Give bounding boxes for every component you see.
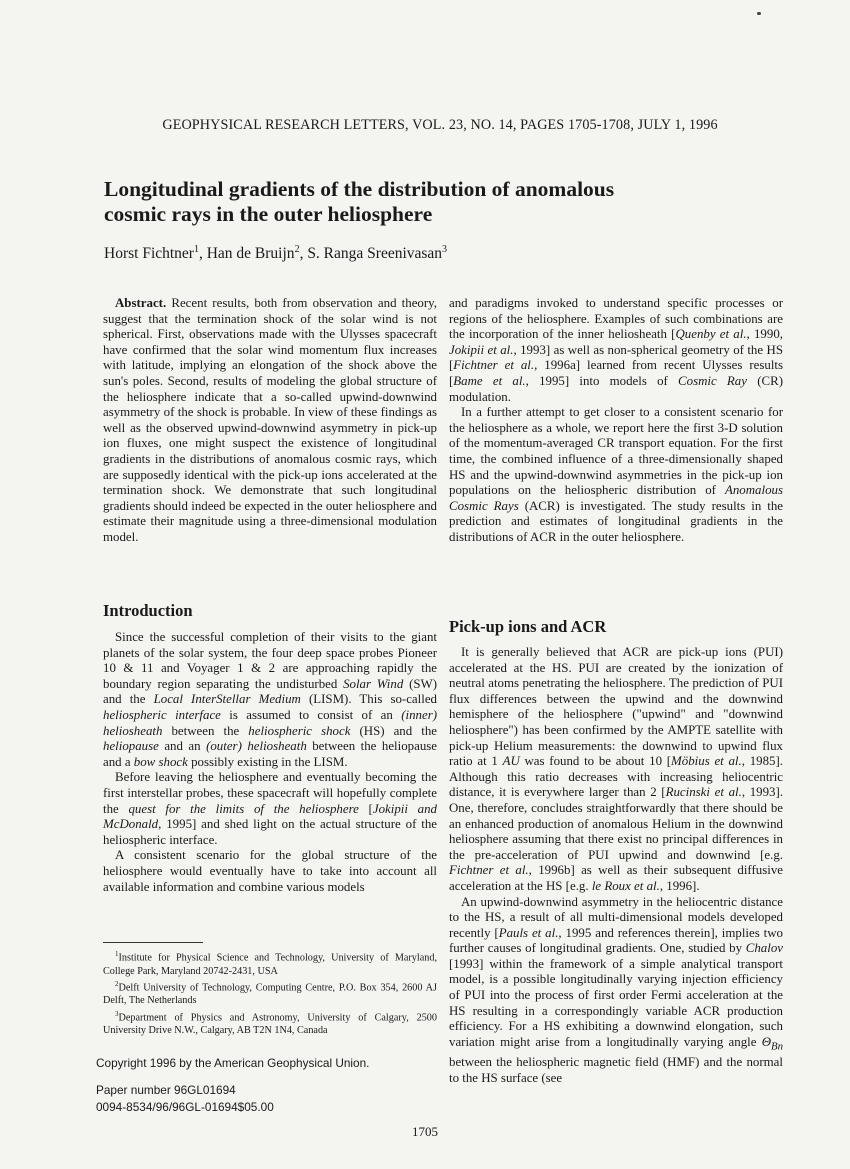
author-name: Han de Bruijn (206, 245, 295, 263)
intro-paragraph-2: Before leaving the heliosphere and eventually becoming the first interstellar probes, these spacecraft will hopefully complete the quest for the limits of the heliosphere [Jokipii and McDonald, 1995] and shed light on the actual structure of the heliospheric interface. (103, 770, 437, 847)
footnotes (103, 948, 437, 1037)
paper-number: Paper number 96GL01694 (96, 1083, 236, 1097)
italic-run: (outer) heliosheath (206, 739, 307, 754)
intro-paragraph-1: Since the successful completion of their visits to the giant planets of the solar system, the four deep space probes Pioneer 10 & 11 and Voyager 1 & 2 are approaching rapidly the boundary region separating the undisturbed Solar Wind (SW) and the Local InterStellar Medium (LISM). This so-called heliospheric interface is assumed to consist of an (inner) heliosheath between the heliospheric shock (HS) and the heliopause and an (outer) heliosheath between the heliopause and a bow shock possibly existing in the LISM. (103, 630, 437, 769)
italic-run: heliospheric interface (103, 707, 221, 722)
italic-run: Pauls et al. (498, 925, 559, 940)
italic-run: Jokipii and McDonald (103, 801, 437, 832)
footnote-marker: 3 (115, 1009, 119, 1018)
footnote-rule (103, 942, 203, 943)
paper-title: Longitudinal gradients of the distribution of anomalous cosmic rays in the outer heliosphere (104, 177, 615, 226)
italic-run: Bame et al. (453, 373, 526, 388)
author-name: S. Ranga Sreenivasan (307, 245, 443, 263)
affiliation-marker: 2 (294, 244, 300, 255)
running-head: GEOPHYSICAL RESEARCH LETTERS, VOL. 23, NO. 14, PAGES 1705-1708, JULY 1, 1996 (162, 117, 718, 133)
right-paragraph-4: An upwind-downwind asymmetry in the heliocentric distance to the HS, a result of all multi-dimensional models developed recently [Pauls et al., 1995 and references therein], implies two further causes of longitudinal gradients. One, studied by Chalov [1993] within the framework of a simple analytical transport model, is a possible longitudinally varying injection efficiency of PUI into the process of first order Fermi acceleration at the HS resulting in a correspondingly variable ACR production efficiency. For a HS exhibiting a downwind elongation, such variation might arise from a longitudinally varying angle $\Theta_{Bn}$ between the heliospheric magnetic field (HMF) and the normal to the HS surface (see (449, 894, 783, 1085)
italic-run: Θ (761, 1034, 772, 1049)
author-name: Horst Fichtner (104, 245, 194, 263)
affiliation-marker: 1 (193, 244, 199, 255)
affiliation-marker: 3 (442, 244, 448, 255)
italic-run: quest for the limits of the heliosphere (128, 801, 359, 816)
issn-code: 0094-8534/96/96GL-01694$05.00 (96, 1100, 274, 1114)
italic-run: Chalov (745, 941, 783, 956)
right-paragraph-2: In a further attempt to get closer to a consistent scenario for the heliosphere as a whole, we report here the first 3-D solution of the momentum-averaged CR transport equation. For the first time, the combined influence of a three-dimensionally shaped HS and the upwind-downwind asymmetries in the pick-up ion populations on the heliospheric distribution of Anomalous Cosmic Rays (ACR) is investigated. The study results in the prediction and estimates of longitudinal gradients in the distributions of ACR in the outer heliosphere. (449, 405, 783, 544)
italic-run: Local InterStellar Medium (153, 692, 301, 707)
italic-run: Anomalous Cosmic Rays (449, 483, 783, 513)
right-paragraph-1: and paradigms invoked to understand specific processes or regions of the heliosphere. Examples of such combinations are the incorporation of the inner heliosheath [Quenby et al., 1990, Jokipii et al., 1993] as well as non-spherical geometry of the HS [Fichtner et al., 1996a] learned from recent Ulysses results [Bame et al., 1995] into models of Cosmic Ray (CR) modulation. (449, 296, 784, 404)
intro-paragraph-3: A consistent scenario for the global structure of the heliosphere would eventually have to take into account all available information and combine various models (103, 848, 437, 894)
footnote-marker: 1 (115, 950, 119, 958)
abstract (103, 296, 437, 546)
footnote-text: Delft University of Technology, Computing Centre, P.O. Box 354, 2600 AJ Delft, The Netherlands (103, 982, 437, 1007)
paper-identifiers (96, 1082, 274, 1116)
italic-run: heliospheric shock (248, 723, 351, 738)
introduction-body (103, 630, 437, 895)
italic-run: bow shock (133, 754, 188, 769)
italic-run: Solar Wind (343, 676, 404, 691)
author-list: Horst Fichtner$^1$, Han de Bruijn$^2$, S. Ranga Sreenivasan$^3$ (104, 244, 448, 263)
footnote-text: Institute for Physical Science and Technology, University of Maryland, College Park, Maryland 20742-2431, USA (103, 952, 437, 977)
subscript-run: Bn (771, 1040, 783, 1053)
footnote-marker: 2 (115, 979, 119, 988)
introduction-heading: Introduction (103, 601, 193, 620)
page-number: 1705 (412, 1124, 438, 1139)
italic-run: Möbius et al. (671, 754, 742, 769)
right-column-upper (449, 296, 783, 546)
italic-run: Fichtner et al. (449, 863, 529, 878)
italic-run: le Roux et al. (591, 878, 660, 893)
abstract-label: Abstract. (115, 296, 167, 310)
footnote (103, 978, 437, 1008)
italic-run: Cosmic Ray (678, 373, 747, 388)
pickup-ions-heading: Pick-up ions and ACR (449, 617, 607, 636)
footnote (103, 948, 437, 978)
italic-run: Jokipii et al. (449, 342, 514, 357)
italic-run: Rucinski et al. (665, 785, 742, 800)
italic-run: Fichtner et al. (453, 358, 535, 373)
right-column-lower (449, 645, 783, 1086)
right-paragraph-3: It is generally believed that ACR are pick-up ions (PUI) accelerated at the HS. PUI are created by the ionization of neutral atoms penetrating the heliosphere. The prediction of PUI flux differences between the upwind and the downwind hemisphere of the heliosphere ("upwind" and "downwind heliosphere") has been confirmed by the AMPTE satellite with pick-up Helium measurements: the downwind to upwind flux ratio at 1 AU was found to be about 10 [Möbius et al., 1985]. Although this ratio decreases with increasing heliocentric distance, it is everywhere larger than 2 [Rucinski et al., 1993]. One, therefore, concludes straightforwardly that there should be an enhanced production of anomalous Helium in the downwind heliosphere assuming that there exist no principal differences in the pre-acceleration of PUI upwind and downwind [e.g. Fichtner et al., 1996b] as well as their subsequent diffusive acceleration at the HS [e.g. le Roux et al., 1996]. (449, 645, 784, 893)
italic-run: AU (502, 754, 520, 769)
footnote-text: Department of Physics and Astronomy, University of Calgary, 2500 University Drive N.W., Calgary, AB T2N 1N4, Canada (103, 1011, 437, 1037)
copyright-notice: Copyright 1996 by the American Geophysical Union. (96, 1056, 370, 1070)
abstract-text: Recent results, both from observation and theory, suggest that the termination shock of the solar wind is not spherical. First, observations made with the Ulysses spacecraft have confirmed that the solar wind momentum flux increases with latitude, implying an elongation of the shock above the sun's poles. Second, results of modeling the global structure of the heliosphere indicate that a so-called upwind-downwind asymmetry of the shock is probable. In view of these findings as well as the observed upwind-downwind asymmetry in pick-up ion fluxes, one might suspect the existence of longitudinal gradients in the distributions of anomalous cosmic rays, which are supposedly identical with the pick-up ions accelerated at the termination shock. We demonstrate that such longitudinal gradients should indeed be expected in the outer heliosphere and estimate their magnitude using a three-dimensional modulation model. (103, 296, 437, 544)
italic-run: heliopause (103, 739, 159, 754)
footnote (103, 1008, 437, 1038)
italic-run: (inner) heliosheath (103, 707, 437, 738)
italic-run: Quenby et al. (675, 327, 747, 342)
scan-speck (757, 12, 761, 15)
